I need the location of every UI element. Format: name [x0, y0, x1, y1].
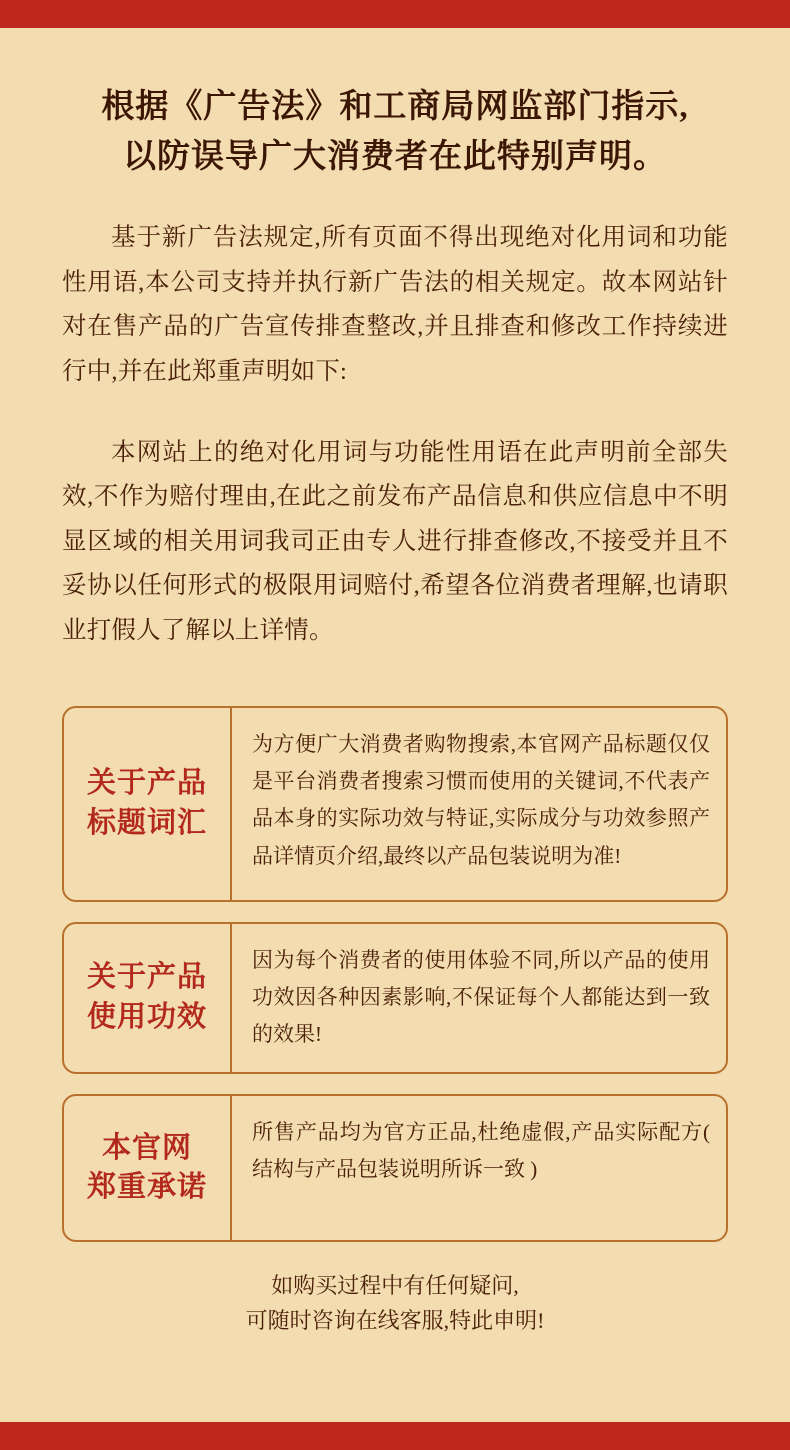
card-body: 所售产品均为官方正品,杜绝虚假,产品实际配方( 结构与产品包装说明所诉一致 ): [252, 1119, 710, 1182]
card-official-promise: [62, 1094, 728, 1242]
card-body: 为方便广大消费者购物搜索,本官网产品标题仅仅是平台消费者搜索习惯而使用的关键词,不代表产品本身的实际功效与特证,实际成分与功效参照产品详情页介绍,最终以产品包装说明为准!: [252, 731, 710, 868]
statement-paragraph-1: 基于新广告法规定,所有页面不得出现绝对化用词和功能性用语,本公司支持并执行新广告法的相关规定。故本网站针对在售产品的广告宣传排查整改,并且排查和修改工作持续进行中,并在此郑重声明如下:: [62, 224, 728, 386]
card-title-line-1: 关于产品: [86, 767, 207, 800]
card-title-line-2: 郑重承诺: [86, 1170, 207, 1203]
page-title: [62, 28, 728, 182]
paper-surface: [0, 28, 790, 1422]
card-product-efficacy: [62, 922, 728, 1074]
card-title: [64, 1096, 232, 1240]
card-title: [64, 924, 232, 1072]
card-title: [64, 708, 232, 900]
card-product-title-wording: [62, 706, 728, 902]
card-title-line-2: 使用功效: [86, 1000, 207, 1033]
statement-paragraph-2: 本网站上的绝对化用词与功能性用语在此声明前全部失效,不作为赔付理由,在此之前发布产品信息和供应信息中不明显区域的相关用词我司正由专人进行排查修改,不接受并且不妥协以任何形式的极限用词赔付,希望各位消费者理解,也请职业打假人了解以上详情。: [62, 438, 728, 644]
page-title-line-1: 根据《广告法》和工商局网监部门指示,: [101, 89, 689, 125]
card-title-line-2: 标题词汇: [86, 806, 207, 839]
footer-line-2: 可随时咨询在线客服,特此申明!: [245, 1307, 545, 1333]
footer-line-1: 如购买过程中有任何疑问,: [271, 1272, 519, 1298]
card-title-line-1: 本官网: [101, 1131, 192, 1164]
page-title-line-2: 以防误导广大消费者在此特别声明。: [123, 139, 667, 176]
declaration-cards: [62, 706, 728, 1242]
card-title-line-1: 关于产品: [86, 961, 207, 994]
card-body: 因为每个消费者的使用体验不同,所以产品的使用功效因各种因素影响,不保证每个人都能达到一致的效果!: [252, 947, 710, 1047]
footer-note: [62, 1268, 728, 1338]
